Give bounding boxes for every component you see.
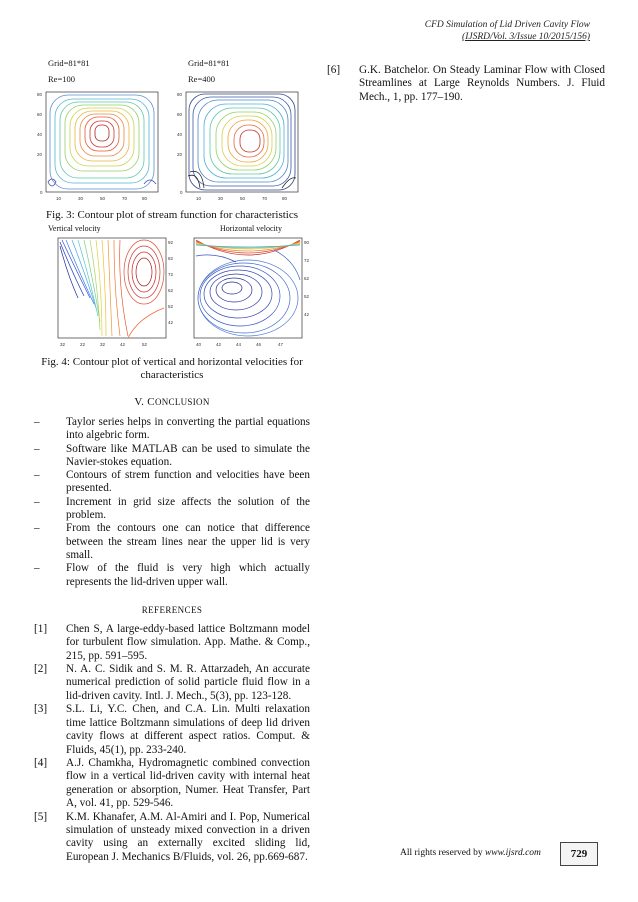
svg-text:20: 20 [177,152,183,157]
svg-text:0: 0 [40,190,43,195]
reference-text: S.L. Li, Y.C. Chen, and C.A. Lin. Multi relaxation time lattice Boltzmann simulations of deep lid driven cavity flows at different aspect ratios. Comput. & Fluids, 45(1), pp. 233-240. [66,703,310,756]
reference-item [327,64,605,104]
svg-text:40: 40 [177,132,183,137]
page-number: 729 [560,842,598,866]
list-item: – Contours of strem function and velocities have been presented. [34,469,310,495]
fig3-re-label: Re=100 [48,74,75,84]
svg-text:82: 82 [168,256,174,261]
dash-bullet-icon: – [34,522,40,535]
svg-text:10: 10 [56,196,62,201]
reference-item [34,663,310,703]
fig4-vertical-label: Vertical velocity [48,224,101,233]
vertical-velocity-contour [48,236,180,350]
right-column [327,64,605,104]
svg-text:80: 80 [282,196,288,201]
fig3-re-label: Re=400 [188,74,215,84]
reference-text: N. A. C. Sidik and S. M. R. Attarzadeh, An accurate numerical prediction of solid particle fluid flow in a lid-driven cavity. Intl. J. Mech., 5(3), pp. 123-128. [66,663,310,702]
reference-number: [1] [34,622,48,635]
reference-number: [3] [34,703,48,716]
dash-bullet-icon: – [34,495,40,508]
svg-text:70: 70 [262,196,268,201]
svg-text:80: 80 [177,92,183,97]
fig3-grid-label: Grid=81*81 [188,58,230,68]
svg-text:52: 52 [304,294,310,299]
svg-text:40: 40 [196,342,202,347]
svg-text:60: 60 [177,112,183,117]
reference-item [34,811,310,865]
footer-rights [400,848,541,858]
reference-number: [5] [34,810,48,823]
reference-text: Chen S, A large-eddy-based lattice Boltzmann model for turbulent flow simulation. App. Mathe. & Comp., 215, pp. 591–595. [66,622,310,662]
dash-bullet-icon: – [34,416,40,428]
conclusion-heading [34,396,310,408]
svg-text:22: 22 [80,342,86,347]
figure-4 [34,224,310,352]
reference-item [34,703,310,757]
list-item: – Taylor series helps in converting the partial equations into algebric form. [34,416,310,442]
reference-text: K.M. Khanafer, A.M. Al-Amiri and I. Pop, Numerical simulation of unsteady mixed convection in a driven cavity using an externally excited sliding lid, European J. Mechanics B/Fluids, vol. 26, pp.669-687. [66,810,310,863]
svg-text:62: 62 [168,288,174,293]
left-column [34,52,310,864]
svg-text:62: 62 [304,276,310,281]
svg-text:42: 42 [304,312,310,317]
svg-text:20: 20 [37,152,43,157]
references-heading: REFERENCES [141,604,203,615]
svg-text:32: 32 [60,342,66,347]
svg-text:92: 92 [168,240,174,245]
conclusion-number: V. [134,396,145,408]
svg-text:52: 52 [168,304,174,309]
reference-item [34,623,310,663]
header-title: CFD Simulation of Lid Driven Cavity Flow [424,20,590,30]
footer-rights-text: All rights reserved by [400,848,485,858]
running-header [425,19,590,43]
fig3-panel-re100 [34,52,162,204]
list-item: – Software like MATLAB can be used to simulate the Navier-stokes equation. [34,442,310,468]
header-journal-info: (IJSRD/Vol. 3/Issue 10/2015/156) [462,32,590,42]
svg-text:30: 30 [218,196,224,201]
horizontal-velocity-contour [184,236,316,350]
fig3-caption: Fig. 3: Contour plot of stream function for characteristics [45,209,299,221]
reference-item [34,757,310,811]
svg-text:70: 70 [122,196,128,201]
svg-text:40: 40 [37,132,43,137]
svg-text:50: 50 [240,196,246,201]
svg-text:30: 30 [78,196,84,201]
dash-bullet-icon: – [34,442,40,455]
svg-text:60: 60 [37,112,43,117]
reference-text: A.J. Chamkha, Hydromagnetic combined convection flow in a vertical lid-driven cavity with internal heat generation or absorption, Numer. Heat Transfer, Part A, vol. 41, pp. 529-546. [66,756,310,810]
svg-text:80: 80 [37,92,43,97]
svg-text:50: 50 [100,196,106,201]
svg-text:90: 90 [304,240,310,245]
list-item: – From the contours one can notice that difference between the stream lines near the upper lid is very small. [34,522,310,561]
conclusion-title-first: C [147,396,155,408]
fig3-panel-re400 [174,52,302,204]
svg-text:52: 52 [142,342,148,347]
fig3-grid-label: Grid=81*81 [48,58,90,68]
svg-text:10: 10 [196,196,202,201]
figure-3 [34,52,310,204]
svg-text:42: 42 [216,342,222,347]
svg-text:42: 42 [168,320,174,325]
conclusion-list [34,416,310,589]
svg-text:32: 32 [100,342,106,347]
reference-number: [2] [34,663,48,676]
stream-function-contour-re100 [34,90,162,204]
svg-text:72: 72 [168,272,174,277]
reference-number: [6] [327,64,341,76]
svg-text:44: 44 [236,342,242,347]
reference-text: G.K. Batchelor. On Steady Laminar Flow with Closed Streamlines at Large Reynolds Numbers. J. Fluid Mech., 1, pp. 177–190. [359,64,605,103]
stream-function-contour-re400 [174,90,302,204]
svg-text:47: 47 [278,342,284,347]
fig4-caption: Fig. 4: Contour plot of vertical and horizontal velocities for characteristics [41,356,303,381]
svg-text:46: 46 [256,342,262,347]
fig4-horizontal-label: Horizontal velocity [220,224,282,233]
reference-number: [4] [34,756,48,769]
conclusion-title-rest: ONCLUSION [154,397,210,407]
svg-text:0: 0 [180,190,183,195]
list-item: – Increment in grid size affects the solution of the problem. [34,495,310,522]
svg-text:42: 42 [120,342,126,347]
dash-bullet-icon: – [34,562,40,575]
footer-site-link[interactable]: www.ijsrd.com [484,848,541,858]
svg-text:72: 72 [304,258,310,263]
list-item: – Flow of the fluid is very high which actually represents the lid-driven upper wall. [34,562,310,588]
dash-bullet-icon: – [34,469,40,482]
svg-text:80: 80 [142,196,148,201]
